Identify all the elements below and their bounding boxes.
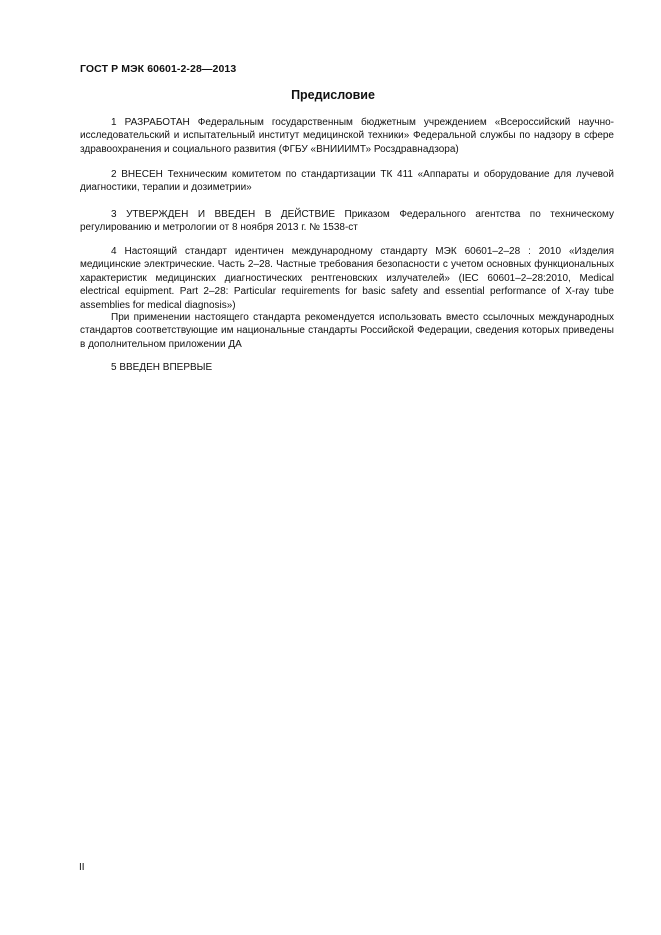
paragraph-application-note: При применении настоящего стандарта рекомендуется использовать вместо ссылочных международных стандартов соответствующие им национальные стандарты Российской Федерации, сведения которых приведены в дополнительном приложении ДА	[80, 312, 614, 350]
paragraph-developed-by: 1 РАЗРАБОТАН Федеральным государственным бюджетным учреждением «Всероссийский научно-исследовательский и испытательный институт медицинской техники» Федеральной службы по надзору в сфере здравоохранения и социального развития (ФГБУ «ВНИИИМТ» Росздравнадзора)	[80, 117, 614, 155]
page-number: II	[79, 862, 85, 873]
standard-id-header: ГОСТ Р МЭК 60601-2-28—2013	[80, 63, 237, 75]
page-title: Предисловие	[291, 88, 375, 102]
paragraph-approved: 3 УТВЕРЖДЕН И ВВЕДЕН В ДЕЙСТВИЕ Приказом Федерального агентства по техническому регулированию и метрологии от 8 ноября 2013 г. № 1538-ст	[80, 209, 614, 234]
paragraph-introduced-by: 2 ВНЕСЕН Техническим комитетом по стандартизации ТК 411 «Аппараты и оборудование для лучевой диагностики, терапии и дозиметрии»	[80, 169, 614, 194]
paragraph-identical-standard: 4 Настоящий стандарт идентичен международному стандарту МЭК 60601–2–28 : 2010 «Изделия медицинские электрические. Часть 2–28. Частные требования безопасности с учетом основных функциональных характеристик медицинских диагностических рентгеновских излучателей» (IEC 60601–2–28:2010, Medical electrical equipment. Part 2–28: Particular requirements for basic safety and essential performance of X-ray tube assemblies for medical diagnosis»)	[80, 246, 614, 311]
paragraph-first-introduced: 5 ВВЕДЕН ВПЕРВЫЕ	[111, 362, 213, 373]
